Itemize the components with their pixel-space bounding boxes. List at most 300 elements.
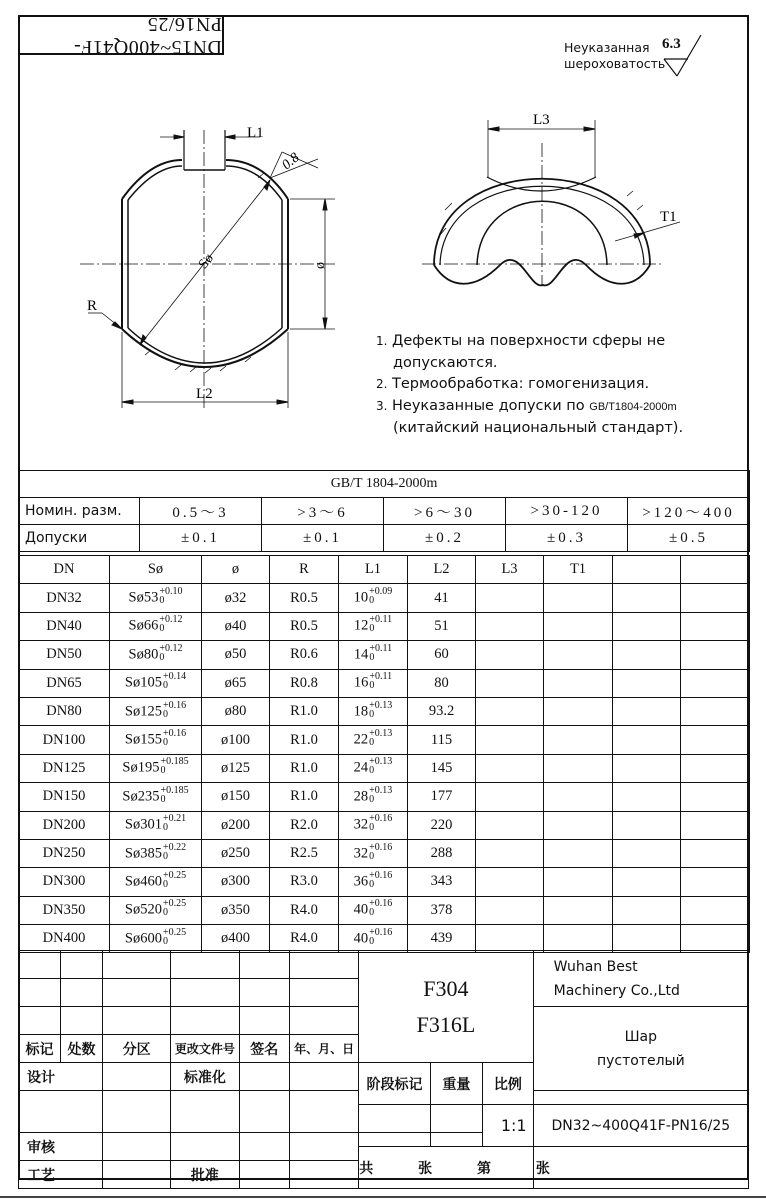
- product-name: [533, 1007, 748, 1091]
- bore-dia-cell: ø50: [202, 641, 270, 669]
- l2-cell: 177: [408, 783, 476, 811]
- product-line-1: Шар: [624, 1028, 658, 1045]
- table-row: [19, 641, 750, 669]
- label-l2: L2: [196, 386, 213, 402]
- roughness-symbol-icon: [664, 35, 701, 76]
- sheet-edge: [0, 1196, 766, 1198]
- empty-cell: [544, 896, 613, 924]
- sphere-dia-cell-base: Sø80: [128, 646, 159, 663]
- product-line-2: пустотелый: [596, 1052, 685, 1069]
- cell: [171, 1133, 239, 1161]
- l1-cell-lower-deviation: 0: [369, 595, 375, 607]
- l1-cell-lower-deviation: 0: [369, 680, 375, 692]
- tolerance-standard-title: GB/T 1804-2000m: [19, 471, 750, 498]
- sphere-dia-cell-lower-deviation: 0: [160, 793, 166, 805]
- cell: [239, 1007, 289, 1035]
- note-1: [376, 331, 683, 353]
- cell: [289, 979, 358, 1007]
- sphere-dia-cell-tolerance: [160, 786, 188, 804]
- sphere-dia-cell-lower-deviation: 0: [162, 708, 168, 720]
- l2-cell: 41: [408, 584, 476, 612]
- cell: [239, 1091, 289, 1133]
- empty-cell: [544, 754, 613, 782]
- bore-dia-cell: ø100: [202, 726, 270, 754]
- note-3-number: 3.: [376, 398, 388, 413]
- size-range-row: [19, 498, 750, 525]
- roughness-value: 6.3: [662, 36, 681, 52]
- label-l3: L3: [533, 112, 550, 128]
- sphere-dia-cell-base: Sø235: [122, 788, 160, 805]
- cell: [19, 951, 61, 979]
- l1-cell-base: 32: [353, 844, 369, 861]
- label-l1: L1: [247, 125, 264, 141]
- sphere-dia-cell-tolerance: [163, 672, 186, 690]
- sphere-dia-cell-tolerance: [159, 587, 182, 605]
- iso-view: [422, 120, 680, 285]
- sphere-dia-cell: [110, 839, 202, 867]
- empty-cell: [613, 868, 681, 896]
- empty-cell: [681, 925, 750, 953]
- sphere-dia-cell-upper-deviation: +0.185: [160, 784, 189, 796]
- empty-cell: [476, 612, 544, 640]
- sphere-dia-cell-tolerance: [163, 814, 186, 832]
- material-2: F316L: [416, 1011, 476, 1037]
- sphere-dia-cell-upper-deviation: +0.12: [159, 614, 183, 626]
- bore-dia-cell: ø125: [202, 754, 270, 782]
- l1-cell-lower-deviation: 0: [369, 822, 375, 834]
- sphere-dia-cell-base: Sø195: [122, 759, 160, 776]
- empty-cell: [476, 754, 544, 782]
- cell: [289, 1091, 358, 1133]
- dn-cell: DN32: [19, 584, 110, 612]
- company-line-2: Machinery Co.,Ltd: [553, 982, 680, 999]
- empty-cell: [681, 669, 750, 697]
- label-t1: T1: [660, 209, 677, 225]
- l2-cell: 51: [408, 612, 476, 640]
- bore-dia-cell: ø32: [202, 584, 270, 612]
- column-header: Sø: [110, 556, 202, 584]
- l1-cell-base: 32: [353, 816, 369, 833]
- roughness-label-line2: шероховатость: [564, 56, 666, 71]
- sphere-dia-cell-tolerance: [163, 928, 186, 946]
- l1-cell-tolerance: [369, 644, 392, 662]
- empty-cell: [544, 783, 613, 811]
- table-row: [19, 754, 750, 782]
- l1-cell: [339, 783, 408, 811]
- sheet-unit-2: 张: [535, 1160, 550, 1177]
- empty-cell: [613, 697, 681, 725]
- dn-cell: DN40: [19, 612, 110, 640]
- empty-cell: [681, 896, 750, 924]
- radius-cell: R2.5: [270, 839, 339, 867]
- note-2-text: Термообработка: гомогенизация.: [392, 376, 650, 392]
- empty-cell: [681, 697, 750, 725]
- note-3: [376, 396, 683, 419]
- sphere-dia-cell-base: Sø53: [128, 589, 159, 606]
- l1-cell-base: 12: [353, 617, 369, 634]
- sphere-dia-cell-base: Sø600: [124, 930, 162, 947]
- note-1-cont: допускаются.: [393, 354, 498, 371]
- cell: [19, 979, 61, 1007]
- cell: [289, 1063, 358, 1091]
- company-name: [533, 951, 748, 1007]
- dn-cell: DN150: [19, 783, 110, 811]
- l1-cell-upper-deviation: +0.16: [369, 869, 393, 881]
- l1-cell-base: 22: [353, 731, 369, 748]
- radius-cell: R1.0: [270, 783, 339, 811]
- label-sphere-dia: Sø: [195, 251, 217, 273]
- sphere-dia-cell-upper-deviation: +0.16: [162, 699, 187, 711]
- empty-cell: [544, 612, 613, 640]
- empty-cell: [544, 584, 613, 612]
- l1-cell-tolerance: [369, 701, 392, 719]
- sphere-dia-cell-upper-deviation: +0.12: [159, 642, 183, 654]
- empty-cell: [681, 612, 750, 640]
- l1-cell-upper-deviation: +0.16: [369, 926, 393, 938]
- dimension-table: [18, 555, 750, 953]
- empty-cell: [613, 925, 681, 953]
- sphere-dia-cell-tolerance: [163, 899, 186, 917]
- empty-cell: [613, 811, 681, 839]
- label-radius: R: [87, 298, 98, 314]
- empty-cell: [476, 839, 544, 867]
- cell: [239, 951, 289, 979]
- l1-cell: [339, 584, 408, 612]
- sphere-dia-cell: [110, 811, 202, 839]
- sphere-dia-cell-tolerance: [163, 729, 186, 747]
- note-1-number: 1.: [376, 334, 388, 348]
- scale-label: 比例: [483, 1063, 533, 1105]
- bore-dia-cell: ø400: [202, 925, 270, 953]
- l1-cell-tolerance: [369, 729, 392, 747]
- column-header: L2: [408, 556, 476, 584]
- sphere-dia-cell-lower-deviation: 0: [162, 680, 168, 692]
- l1-cell-base: 18: [353, 702, 369, 719]
- l1-cell-tolerance: [369, 587, 392, 605]
- dn-cell: DN350: [19, 896, 110, 924]
- stamp-code-text: DN15~400Q41F-PN16/25: [73, 13, 222, 58]
- weight-value: [430, 1105, 483, 1133]
- bore-dia-cell: ø350: [202, 896, 270, 924]
- cell: [289, 1007, 358, 1035]
- l1-cell-tolerance: [369, 843, 392, 861]
- l2-cell: 220: [408, 811, 476, 839]
- dn-cell: DN125: [19, 754, 110, 782]
- table-row: [19, 811, 750, 839]
- empty-cell: [681, 783, 750, 811]
- bore-dia-cell: ø150: [202, 783, 270, 811]
- cell: [171, 1091, 239, 1133]
- l2-cell: 145: [408, 754, 476, 782]
- cell: [289, 951, 358, 979]
- tolerance-value: ±0.5: [628, 525, 750, 552]
- cell: [61, 951, 103, 979]
- empty-cell: [544, 697, 613, 725]
- empty-cell: [544, 839, 613, 867]
- empty-cell: [476, 726, 544, 754]
- weight-value: [430, 1133, 483, 1147]
- sphere-dia-cell-lower-deviation: 0: [159, 651, 165, 663]
- l1-cell-upper-deviation: +0.11: [369, 671, 393, 683]
- dn-cell: DN65: [19, 669, 110, 697]
- cell: [103, 951, 171, 979]
- cell: [103, 979, 171, 1007]
- l1-cell-base: 10: [353, 589, 369, 606]
- l1-cell-lower-deviation: 0: [369, 793, 375, 805]
- dn-cell: DN100: [19, 726, 110, 754]
- bore-dia-cell: ø80: [202, 697, 270, 725]
- l1-cell-upper-deviation: +0.11: [369, 614, 393, 626]
- empty-cell: [613, 612, 681, 640]
- sphere-dia-cell-lower-deviation: 0: [159, 623, 165, 635]
- design-label: 设计: [19, 1063, 103, 1091]
- l1-cell: [339, 726, 408, 754]
- empty-cell: [613, 839, 681, 867]
- size-range: 0.5～3: [140, 498, 262, 525]
- note-2: [376, 374, 683, 396]
- radius-cell: R0.5: [270, 612, 339, 640]
- tolerance-row: [19, 525, 750, 552]
- l1-cell-upper-deviation: +0.16: [369, 898, 393, 910]
- sphere-dia-cell-lower-deviation: 0: [162, 850, 168, 862]
- dn-cell: DN250: [19, 839, 110, 867]
- bore-dia-cell: ø40: [202, 612, 270, 640]
- l1-cell: [339, 669, 408, 697]
- size-range: >120～400: [628, 498, 750, 525]
- empty-cell: [681, 754, 750, 782]
- l1-cell-tolerance: [369, 899, 392, 917]
- empty-cell: [476, 584, 544, 612]
- dn-cell: DN400: [19, 925, 110, 953]
- scale-value: 1:1: [483, 1105, 533, 1147]
- stage-mark-label: 阶段标记: [359, 1063, 430, 1105]
- table-row: [19, 612, 750, 640]
- sphere-dia-cell-upper-deviation: +0.10: [159, 586, 183, 598]
- table-row: [19, 925, 750, 953]
- sphere-dia-cell-upper-deviation: +0.16: [162, 728, 187, 740]
- empty-cell: [681, 868, 750, 896]
- l1-cell-tolerance: [369, 757, 392, 775]
- sphere-dia-cell: [110, 697, 202, 725]
- cell: [533, 1147, 748, 1189]
- l2-cell: 115: [408, 726, 476, 754]
- l1-cell-lower-deviation: 0: [369, 907, 375, 919]
- rev-header-signature: 签名: [239, 1035, 289, 1063]
- empty-cell: [681, 839, 750, 867]
- revision-row: [19, 951, 749, 979]
- dn-cell: DN200: [19, 811, 110, 839]
- radius-cell: R1.0: [270, 697, 339, 725]
- bore-dia-cell: ø200: [202, 811, 270, 839]
- sphere-dia-cell: [110, 754, 202, 782]
- sphere-dia-cell-base: Sø301: [124, 816, 162, 833]
- l1-cell-base: 16: [353, 674, 369, 691]
- sphere-dia-cell-tolerance: [163, 871, 186, 889]
- table-row: [19, 584, 750, 612]
- size-range: >6～30: [384, 498, 506, 525]
- dn-cell: DN50: [19, 641, 110, 669]
- stage-cells: [359, 1105, 430, 1133]
- sphere-dia-cell: [110, 726, 202, 754]
- cell: [239, 979, 289, 1007]
- sphere-dia-cell: [110, 584, 202, 612]
- l1-cell-upper-deviation: +0.13: [369, 699, 393, 711]
- sphere-dia-cell-lower-deviation: 0: [160, 765, 166, 777]
- cell: [19, 1007, 61, 1035]
- empty-cell: [681, 584, 750, 612]
- l1-cell-base: 28: [353, 788, 369, 805]
- l1-cell-base: 40: [353, 901, 369, 918]
- radius-cell: R0.8: [270, 669, 339, 697]
- cell: [19, 1091, 103, 1133]
- l1-cell: [339, 811, 408, 839]
- empty-cell: [476, 641, 544, 669]
- sphere-dia-cell-base: Sø155: [124, 731, 162, 748]
- table-row: [19, 697, 750, 725]
- radius-cell: R2.0: [270, 811, 339, 839]
- sheet-count: [359, 1147, 550, 1189]
- l2-cell: 439: [408, 925, 476, 953]
- empty-cell: [613, 896, 681, 924]
- dn-cell: DN300: [19, 868, 110, 896]
- sphere-dia-cell-base: Sø105: [124, 674, 162, 691]
- sphere-dia-cell-upper-deviation: +0.14: [162, 671, 187, 683]
- empty-cell: [613, 669, 681, 697]
- sphere-dia-cell-lower-deviation: 0: [162, 737, 168, 749]
- column-header: L3: [476, 556, 544, 584]
- sheet-total-label: 共: [359, 1160, 374, 1177]
- l1-cell: [339, 612, 408, 640]
- l2-cell: 80: [408, 669, 476, 697]
- l1-cell-upper-deviation: +0.16: [369, 813, 393, 825]
- empty-cell: [476, 896, 544, 924]
- l1-cell: [339, 754, 408, 782]
- sphere-dia-cell-base: Sø125: [124, 702, 162, 719]
- bore-dia-cell: ø300: [202, 868, 270, 896]
- label-bore-dia: ø: [313, 262, 328, 269]
- sphere-dia-cell: [110, 612, 202, 640]
- sphere-dia-cell-upper-deviation: +0.25: [162, 869, 187, 881]
- rev-header-mark: 标记: [19, 1035, 61, 1063]
- l1-cell: [339, 839, 408, 867]
- sphere-dia-cell-upper-deviation: +0.185: [160, 756, 189, 768]
- l1-cell-tolerance: [369, 786, 392, 804]
- l1-cell-lower-deviation: 0: [369, 765, 375, 777]
- l1-cell-tolerance: [369, 672, 392, 690]
- column-header: [681, 556, 750, 584]
- tolerance-value: ±0.2: [384, 525, 506, 552]
- l1-cell: [339, 641, 408, 669]
- empty-cell: [476, 811, 544, 839]
- material-cell: [359, 951, 533, 1063]
- empty-cell: [613, 641, 681, 669]
- l1-cell-upper-deviation: +0.09: [369, 586, 393, 598]
- cell: [239, 1063, 289, 1091]
- rev-header-doc-no: 更改文件号: [171, 1035, 239, 1063]
- column-header: [613, 556, 681, 584]
- l2-cell: 343: [408, 868, 476, 896]
- sphere-dia-cell: [110, 896, 202, 924]
- l1-cell-upper-deviation: +0.13: [369, 784, 393, 796]
- sphere-dia-cell-tolerance: [160, 757, 188, 775]
- l1-cell-tolerance: [369, 871, 392, 889]
- empty-cell: [476, 697, 544, 725]
- sphere-dia-cell-tolerance: [159, 615, 182, 633]
- sphere-dia-cell-base: Sø385: [124, 844, 162, 861]
- l1-cell-base: 36: [353, 873, 369, 890]
- bore-dia-cell: ø65: [202, 669, 270, 697]
- sphere-dia-cell-upper-deviation: +0.25: [162, 926, 187, 938]
- sheet-unit-1: 张: [418, 1160, 433, 1177]
- weight-label: 重量: [430, 1063, 483, 1105]
- sphere-dia-cell-upper-deviation: +0.25: [162, 898, 187, 910]
- sphere-dia-cell-lower-deviation: 0: [162, 907, 168, 919]
- cell: [171, 1007, 239, 1035]
- size-range-label: Номин. разм.: [19, 498, 140, 525]
- sphere-dia-cell-lower-deviation: 0: [159, 595, 165, 607]
- l1-cell-upper-deviation: +0.11: [369, 642, 393, 654]
- sphere-dia-cell-tolerance: [163, 843, 186, 861]
- table-row: [19, 783, 750, 811]
- rev-header-count: 处数: [61, 1035, 103, 1063]
- l1-cell-tolerance: [369, 615, 392, 633]
- empty-cell: [476, 868, 544, 896]
- size-range: >3～6: [262, 498, 384, 525]
- l1-cell: [339, 925, 408, 953]
- size-range: >30-120: [506, 498, 628, 525]
- sphere-dia-cell-tolerance: [163, 701, 186, 719]
- empty-cell: [476, 925, 544, 953]
- radius-cell: R1.0: [270, 726, 339, 754]
- empty-cell: [544, 641, 613, 669]
- empty-cell: [544, 868, 613, 896]
- l1-cell-tolerance: [369, 814, 392, 832]
- empty-cell: [681, 726, 750, 754]
- sphere-dia-cell: [110, 783, 202, 811]
- column-header: DN: [19, 556, 110, 584]
- sphere-dia-cell-lower-deviation: 0: [162, 935, 168, 947]
- note-3-cont: (китайский национальный стандарт).: [393, 420, 684, 436]
- cell: [103, 1161, 171, 1189]
- empty-cell: [681, 641, 750, 669]
- sphere-dia-cell: [110, 669, 202, 697]
- company-line-1: Wuhan Best: [553, 958, 638, 975]
- dimension-header-row: [19, 556, 750, 584]
- sheet-number-label: 第: [477, 1160, 491, 1177]
- cell: [61, 1007, 103, 1035]
- stage-cells: [359, 1133, 430, 1147]
- l1-cell-lower-deviation: 0: [369, 708, 375, 720]
- title-block: [18, 950, 749, 1189]
- cell: [103, 1063, 171, 1091]
- l2-cell: 93.2: [408, 697, 476, 725]
- l1-cell-tolerance: [369, 928, 392, 946]
- empty-cell: [613, 754, 681, 782]
- tolerance-title-row: [19, 471, 750, 498]
- l1-cell-upper-deviation: +0.16: [369, 841, 393, 853]
- note-3-text: Неуказанные допуски по: [392, 397, 590, 414]
- radius-cell: R0.5: [270, 584, 339, 612]
- l2-cell: 60: [408, 641, 476, 669]
- general-tolerance-table: [18, 470, 750, 552]
- sphere-dia-cell-upper-deviation: +0.21: [162, 813, 187, 825]
- sphere-dia-cell-lower-deviation: 0: [162, 822, 168, 834]
- l1-cell-lower-deviation: 0: [369, 737, 375, 749]
- tolerance-value: ±0.3: [506, 525, 628, 552]
- dn-cell: DN80: [19, 697, 110, 725]
- cell: [61, 979, 103, 1007]
- empty-cell: [544, 669, 613, 697]
